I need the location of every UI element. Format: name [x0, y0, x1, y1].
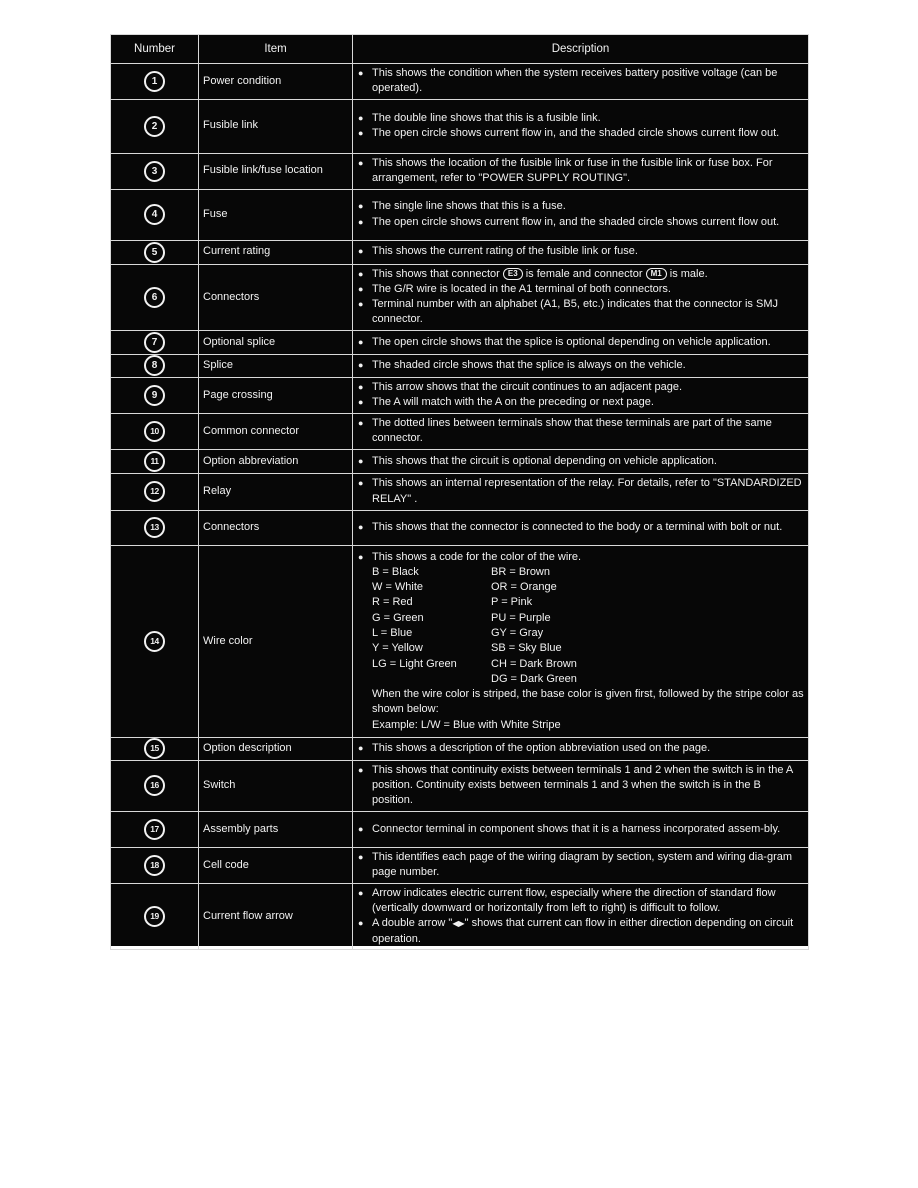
wire-color-note: When the wire color is striped, the base color is given first, followed by the stripe color as shown below:: [372, 688, 804, 716]
row-item: Current flow arrow: [199, 883, 353, 949]
table-row: [111, 413, 809, 449]
description-bullet: ● This identifies each page of the wiring diagram by section, system and wiring dia-gram page number.: [357, 850, 804, 881]
table-row: [111, 883, 809, 949]
row-item: Cell code: [199, 847, 353, 883]
row-number-badge: 4: [144, 204, 165, 225]
row-number-badge: 3: [144, 161, 165, 182]
header-item: Item: [199, 35, 353, 64]
table-row: [111, 240, 809, 264]
table-row: [111, 354, 809, 377]
row-item: Option description: [199, 737, 353, 760]
table-row: [111, 99, 809, 153]
wire-color-code-grid: [357, 565, 804, 687]
description-bullet: ● Arrow indicates electric current flow, especially where the direction of standard flow (vertically downward or horizontally from left to right) is difficult to follow.: [357, 886, 804, 917]
description-bullet: ● The open circle shows current flow in, and the shaded circle shows current flow out.: [357, 215, 804, 230]
table-row: [111, 330, 809, 354]
row-number-badge: 10: [144, 421, 165, 442]
row-item: Page crossing: [199, 377, 353, 413]
color-code: GY = Gray: [491, 626, 544, 639]
row-number-badge: 13: [144, 517, 165, 538]
description-bullet: ● This shows that continuity exists between terminals 1 and 2 when the switch is in the A position. Continuity exists between terminals 1 and 3 when the switch is in the B position.: [357, 763, 804, 809]
description-bullet: ● Terminal number with an alphabet (A1, B5, etc.) indicates that the connector is SMJ connector.: [357, 297, 804, 328]
description-bullet: ● The single line shows that this is a fuse.: [357, 199, 804, 214]
row-item: Assembly parts: [199, 811, 353, 847]
table-row: [111, 760, 809, 811]
description-bullet: ● The open circle shows current flow in, and the shaded circle shows current flow out.: [357, 126, 804, 141]
row-number-badge: 9: [144, 385, 165, 406]
row-item: Fuse: [199, 189, 353, 240]
row-number-badge: 2: [144, 116, 165, 137]
connector-text-1: This shows that connector: [372, 267, 500, 280]
table-row: [111, 737, 809, 760]
row-number-badge: 8: [144, 355, 165, 376]
table-row: [111, 189, 809, 240]
description-bullet: ● This shows the current rating of the fusible link or fuse.: [357, 244, 804, 259]
female-connector-icon: E3: [503, 268, 523, 280]
table-row: [111, 473, 809, 510]
description-bullet: ● This shows the location of the fusible link or fuse in the fusible link or fuse box. For arrangement, refer to "POWER SUPPLY ROUTING".: [357, 156, 804, 187]
row-number-badge: 7: [144, 332, 165, 353]
row-number-badge: 17: [144, 819, 165, 840]
row-number-badge: 12: [144, 481, 165, 502]
description-bullet: [357, 267, 804, 282]
table-row: [111, 510, 809, 545]
description-bullet: ● This shows the condition when the system receives battery positive voltage (can be operated).: [357, 66, 804, 97]
description-bullet: ● This arrow shows that the circuit continues to an adjacent page.: [357, 380, 804, 395]
double-arrow-icon: ◀▶: [452, 919, 465, 929]
header-description: Description: [353, 35, 809, 64]
row-item: Connectors: [199, 264, 353, 330]
row-number-badge: 11: [144, 451, 165, 472]
description-bullet: ● This shows that the circuit is optional depending on vehicle application.: [357, 454, 804, 469]
description-bullet: ● The A will match with the A on the preceding or next page.: [357, 395, 804, 410]
row-item: Optional splice: [199, 330, 353, 354]
description-bullet: ● This shows a code for the color of the wire.: [357, 550, 804, 565]
description-bullet: ● This shows a description of the option abbreviation used on the page.: [357, 741, 804, 756]
row-item: Fusible link: [199, 99, 353, 153]
table-row: [111, 811, 809, 847]
row-item: Current rating: [199, 240, 353, 264]
connector-text-2: is female and connector: [525, 267, 643, 280]
table-row: [111, 264, 809, 330]
row-item: Common connector: [199, 413, 353, 449]
header-row: [111, 35, 809, 64]
description-bullet: ● The open circle shows that the splice is optional depending on vehicle application.: [357, 335, 804, 350]
row-item: Option abbreviation: [199, 449, 353, 473]
color-code: [372, 672, 491, 687]
row-number-badge: 14: [144, 631, 165, 652]
row-item: Switch: [199, 760, 353, 811]
color-code: W = White: [372, 581, 424, 594]
row-number-badge: 18: [144, 855, 165, 876]
male-connector-icon: M1: [646, 268, 667, 280]
description-bullet: ● The dotted lines between terminals show that these terminals are part of the same connector.: [357, 416, 804, 447]
color-code: LG = Light Green: [372, 657, 457, 670]
row-number-badge: 1: [144, 71, 165, 92]
table-row: [111, 153, 809, 189]
description-bullet: ● The shaded circle shows that the splice is always on the vehicle.: [357, 358, 804, 373]
wire-color-example: Example: L/W = Blue with White Stripe: [372, 718, 561, 731]
header-number: Number: [111, 35, 199, 64]
row-number-badge: 19: [144, 906, 165, 927]
description-bullet: ● This shows an internal representation of the relay. For details, refer to "STANDARDIZED RELAY" .: [357, 476, 804, 507]
description-bullet: ● The double line shows that this is a fusible link.: [357, 111, 804, 126]
table-row: [111, 847, 809, 883]
row-item: Relay: [199, 473, 353, 510]
color-code: SB = Sky Blue: [491, 642, 562, 655]
row-number-badge: 15: [144, 738, 165, 759]
color-code: P = Pink: [491, 596, 533, 609]
color-code: OR = Orange: [491, 581, 557, 594]
row-item: Connectors: [199, 510, 353, 545]
table-row: [111, 449, 809, 473]
wiring-legend-table: [110, 34, 809, 946]
row-number-badge: 5: [144, 242, 165, 263]
table-row: [111, 545, 809, 737]
color-code: DG = Dark Green: [491, 672, 577, 685]
row-item: Power condition: [199, 64, 353, 100]
flow-text-2: " shows that current can flow in either direction depending on circuit operation.: [372, 917, 794, 945]
description-bullet: ● Connector terminal in component shows that it is a harness incorporated assem-bly.: [357, 822, 804, 837]
color-code: CH = Dark Brown: [491, 657, 577, 670]
color-code: Y = Yellow: [372, 642, 423, 655]
table-row: [111, 64, 809, 100]
row-item: Splice: [199, 354, 353, 377]
color-code: L = Blue: [372, 626, 413, 639]
row-item: Wire color: [199, 545, 353, 737]
table-row: [111, 377, 809, 413]
color-code: PU = Purple: [491, 611, 551, 624]
color-code: BR = Brown: [491, 565, 550, 578]
legend-table: [110, 34, 809, 950]
row-item: Fusible link/fuse location: [199, 153, 353, 189]
color-code: B = Black: [372, 565, 419, 578]
description-bullet: ● The G/R wire is located in the A1 terminal of both connectors.: [357, 282, 804, 297]
row-number-badge: 6: [144, 287, 165, 308]
description-bullet: [357, 916, 804, 947]
flow-text-1: A double arrow ": [372, 917, 453, 930]
description-bullet: ● This shows that the connector is connected to the body or a terminal with bolt or nut.: [357, 520, 804, 535]
color-code: G = Green: [372, 611, 424, 624]
connector-text-3: is male.: [669, 267, 708, 280]
color-code: R = Red: [372, 596, 413, 609]
row-number-badge: 16: [144, 775, 165, 796]
